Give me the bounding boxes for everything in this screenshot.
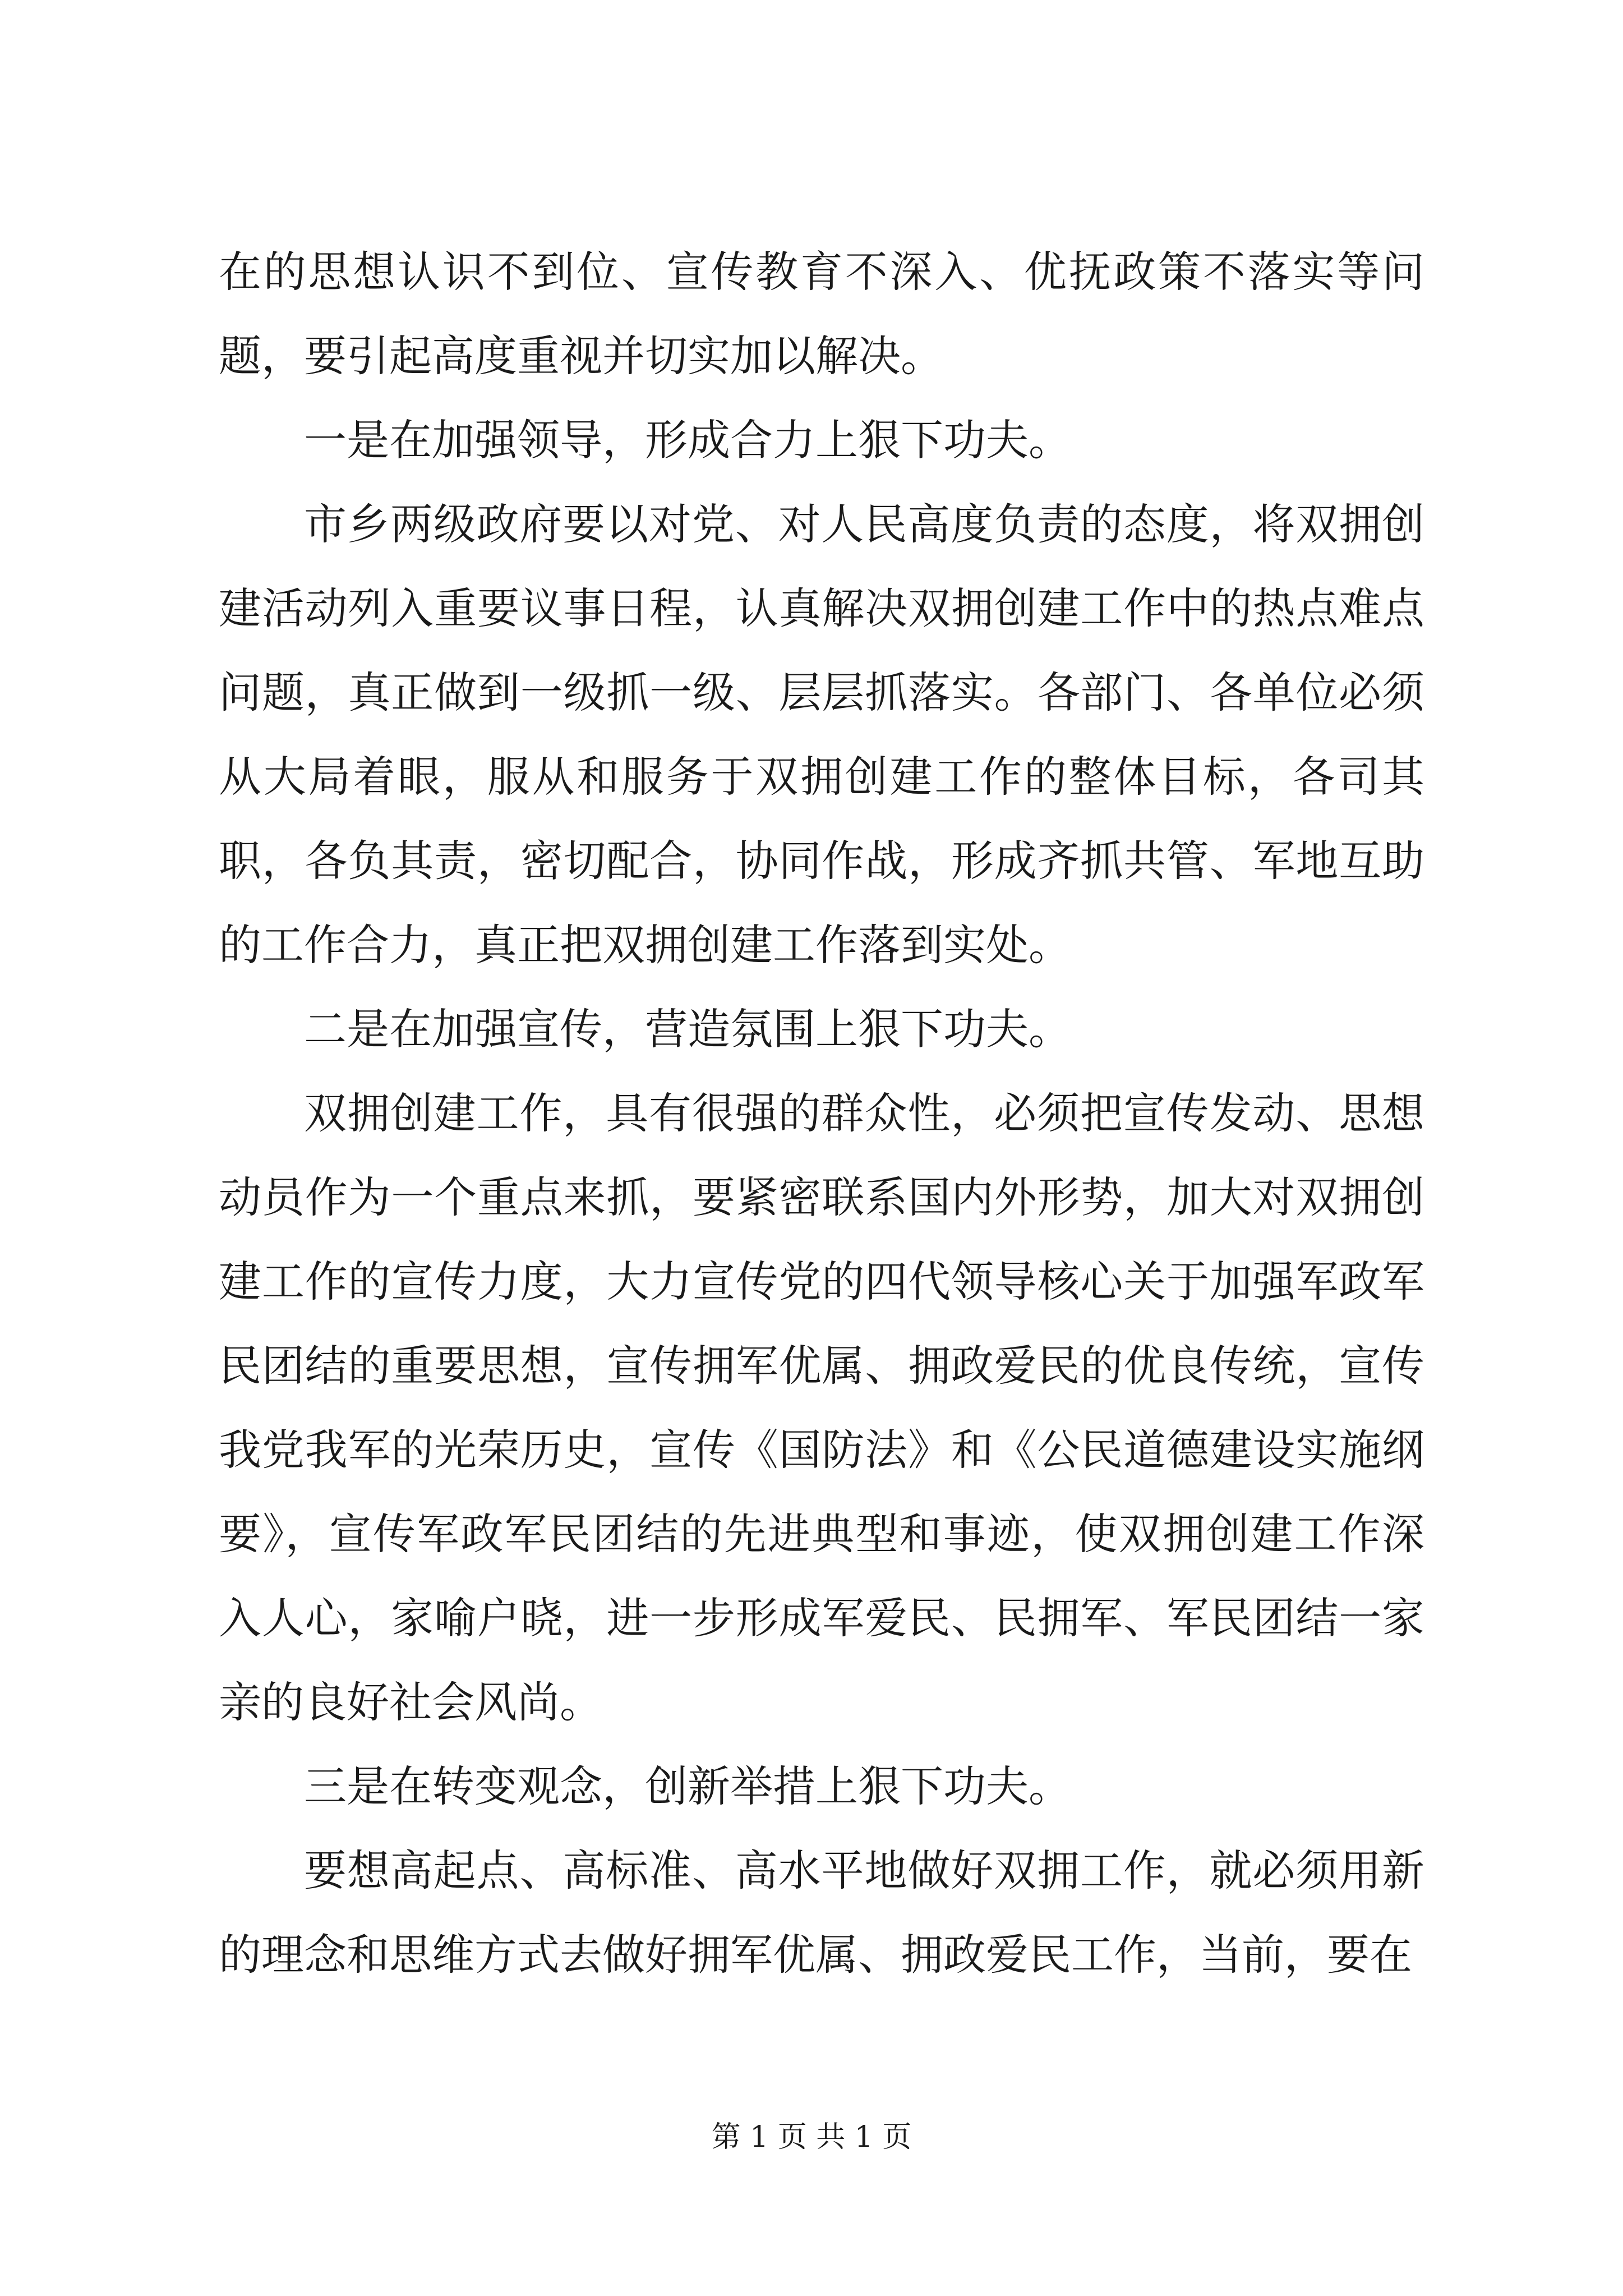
paragraph-2-heading: 一是在加强领导，形成合力上狠下功夫。 [304,415,1071,465]
paragraph-7: 要想高起点、高标准、高水平地做好双拥工作，就必须用新的理念和思维方式去做好拥军优属、拥政爱民工作，当前，要在 [219,1846,1424,1980]
paragraph-4-heading: 二是在加强宣传，营造氛围上狠下功夫。 [304,1004,1071,1054]
document-body [219,230,1424,1997]
paragraph-5: 双拥创建工作，具有很强的群众性，必须把宣传发动、思想动员作为一个重点来抓，要紧密联系国内外形势，加大对双拥创建工作的宣传力度，大力宣传党的四代领导核心关于加强军政军民团结的重要思想，宣传拥军优属、拥政爱民的优良传统，宣传我党我军的光荣历史，宣传《国防法》和《公民道德建设实施纲要》，宣传军政军民团结的先进典型和事迹，使双拥创建工作深入人心，家喻户晓，进一步形成军爱民、民拥军、军民团结一家亲的良好社会风尚。 [219,1088,1424,1727]
paragraph-3: 市乡两级政府要以对党、对人民高度负责的态度，将双拥创建活动列入重要议事日程，认真解决双拥创建工作中的热点难点问题，真正做到一级抓一级、层层抓落实。各部门、各单位必须从大局着眼，服从和服务于双拥创建工作的整体目标，各司其职，各负其责，密切配合，协同作战，形成齐抓共管、军地互助的工作合力，真正把双拥创建工作落到实处。 [219,499,1424,970]
page-number-label: 第 1 页 共 1 页 [711,2120,912,2154]
paragraph-1: 在的思想认识不到位、宣传教育不深入、优抚政策不落实等问题，要引起高度重视并切实加以解决。 [219,247,1424,381]
paragraph-6-heading: 三是在转变观念，创新举措上狠下功夫。 [304,1761,1071,1811]
page-footer [0,2118,1623,2157]
